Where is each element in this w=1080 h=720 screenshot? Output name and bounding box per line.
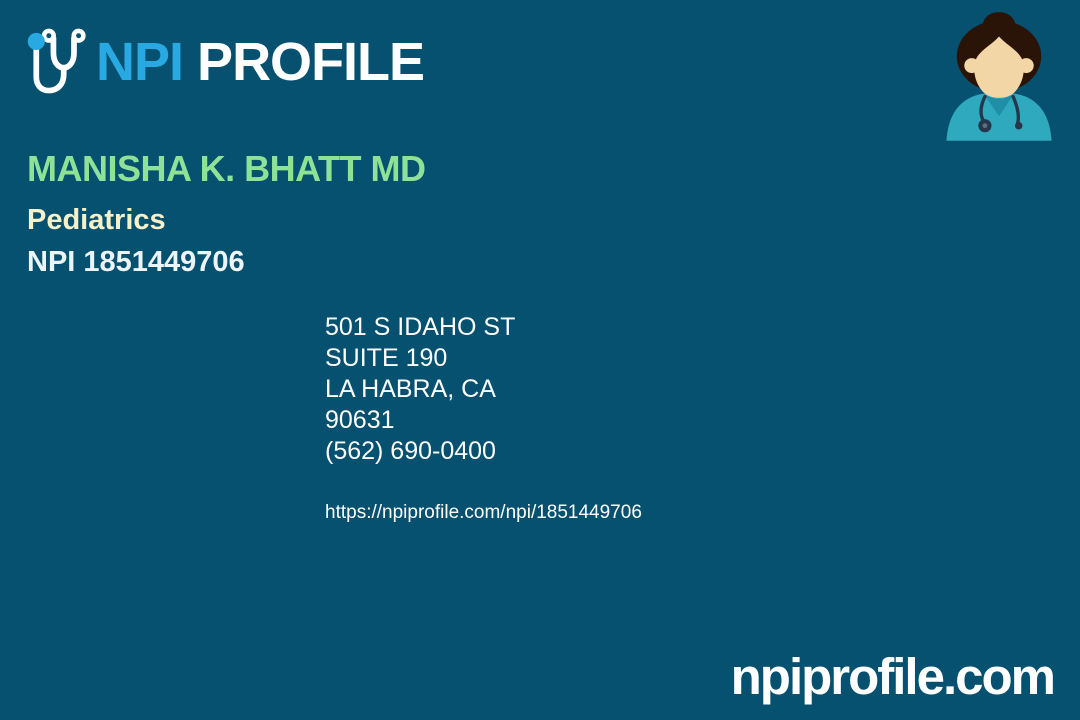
avatar xyxy=(938,8,1060,142)
provider-name: MANISHA K. BHATT MD xyxy=(27,148,426,189)
address-line-phone: (562) 690-0400 xyxy=(325,437,496,465)
address-line-street: 501 S IDAHO ST xyxy=(325,313,516,341)
profile-url-link[interactable]: https://npiprofile.com/npi/1851449706 xyxy=(325,502,642,523)
address-line-suite: SUITE 190 xyxy=(325,344,448,372)
brand-wordmark: npiprofile.com xyxy=(730,648,1054,705)
provider-specialty: Pediatrics xyxy=(27,204,166,236)
stethoscope-icon xyxy=(26,24,90,100)
logo-npi-text: NPI xyxy=(96,32,184,92)
female-clinician-avatar-icon xyxy=(938,8,1060,142)
address-line-city-state: LA HABRA, CA xyxy=(325,375,496,403)
address-line-zip: 90631 xyxy=(325,406,395,434)
provider-npi: NPI 1851449706 xyxy=(27,246,245,278)
address-block xyxy=(325,312,515,467)
npi-profile-logo xyxy=(26,24,424,100)
logo-text xyxy=(96,24,424,100)
logo-profile-text: PROFILE xyxy=(197,32,425,92)
